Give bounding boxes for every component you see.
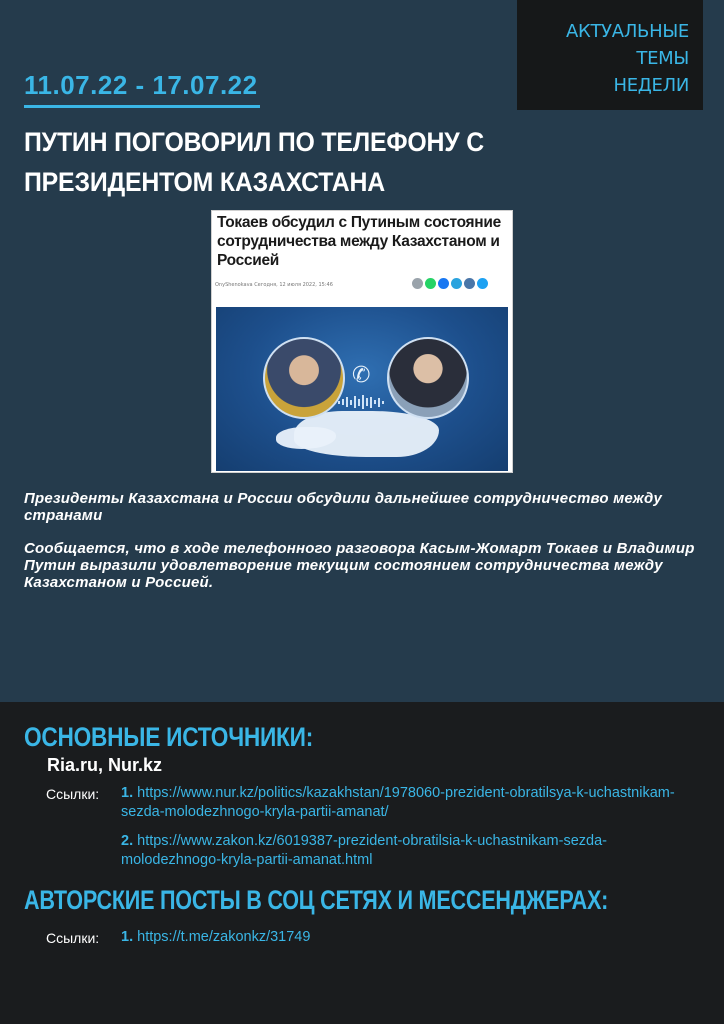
sound-wave-icon [338, 395, 386, 409]
lead-paragraph: Президенты Казахстана и России обсудили дальнейшее сотрудничество между странами [24, 490, 663, 524]
date-underline [24, 105, 260, 108]
news-screenshot [211, 210, 513, 473]
source-link-1-url[interactable]: https://www.nur.kz/politics/kazakhstan/1978060-prezident-obratilsya-k-uchastnikam-sezda-molodezhnogo-kryla-partii-amanat/ [121, 785, 675, 820]
headline: ПУТИН ПОГОВОРИЛ ПО ТЕЛЕФОНУ С ПРЕЗИДЕНТОМ КАЗАХСТАНА [24, 127, 485, 197]
sources-names: Ria.ru, Nur.kz [47, 755, 163, 775]
date-range: 11.07.22 - 17.07.22 [24, 70, 258, 100]
source-link-2[interactable] [121, 832, 701, 870]
social-link-1[interactable] [121, 928, 701, 947]
share-icons [412, 278, 488, 289]
social-link-1-url[interactable]: https://t.me/zakonkz/31749 [137, 929, 311, 945]
news-card-meta: OnyShenokava Сегодня, 12 июля 2022, 15:46 [215, 282, 333, 288]
facebook-icon [438, 278, 449, 289]
body-paragraph: Сообщается, что в ходе телефонного разговора Касым-Жомарт Токаев и Владимир Путин выразили удовлетворение текущим состоянием сотрудничества между Казахстаном и Россией. [24, 540, 695, 591]
source-link-1-num: 1. [121, 785, 134, 801]
sources-links-label: Ссылки: [46, 786, 100, 802]
source-link-1[interactable] [121, 784, 701, 822]
map-shape [294, 411, 439, 457]
news-card-title: Токаев обсудил с Путиным состояние сотрудничества между Казахстаном и Россией [217, 214, 501, 269]
social-link-1-num: 1. [121, 929, 134, 945]
portrait-right [387, 337, 469, 419]
source-link-2-url[interactable]: https://www.zakon.kz/6019387-prezident-obratilsia-k-uchastnikam-sezda-molodezhnogo-kryla-partii-amanat.html [121, 833, 607, 868]
social-heading: АВТОРСКИЕ ПОСТЫ В СОЦ СЕТЯХ И МЕССЕНДЖЕРАХ: [24, 885, 609, 915]
news-card-image [216, 307, 508, 471]
topic-badge [517, 0, 703, 110]
portrait-left [263, 337, 345, 419]
telegram-icon [451, 278, 462, 289]
vk-icon [464, 278, 475, 289]
phone-icon: ✆ [352, 363, 371, 388]
whatsapp-icon [425, 278, 436, 289]
topic-badge-line2: НЕДЕЛИ [613, 75, 689, 96]
sources-heading: ОСНОВНЫЕ ИСТОЧНИКИ: [24, 722, 314, 752]
topic-badge-line1: АКТУАЛЬНЫЕ ТЕМЫ [565, 21, 689, 69]
source-link-2-num: 2. [121, 833, 134, 849]
social-links-label: Ссылки: [46, 930, 100, 946]
twitter-icon [477, 278, 488, 289]
link-icon [412, 278, 423, 289]
